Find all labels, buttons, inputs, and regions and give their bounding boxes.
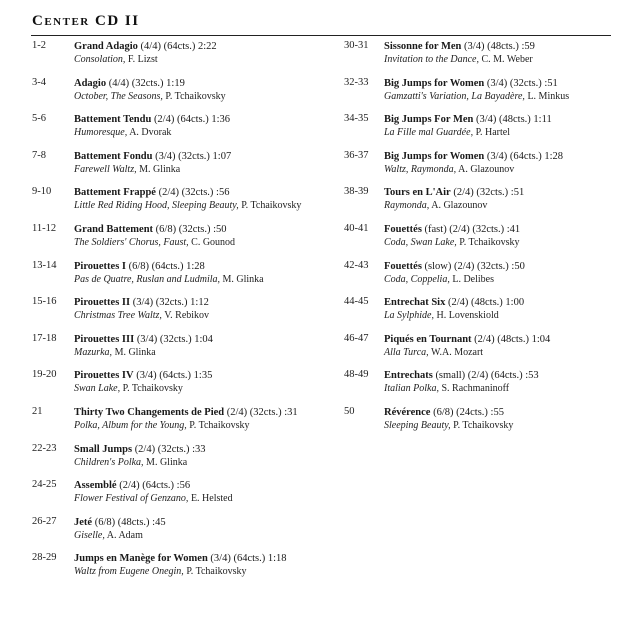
track-composer: P. Tchaikovsky xyxy=(165,90,226,102)
track-composer: L. Delibes xyxy=(452,273,494,285)
track-title-line xyxy=(384,77,569,90)
track-details: (small) (2/4) (64cts.) :53 xyxy=(435,370,539,382)
track-composer: A. Adam xyxy=(106,529,143,541)
track-composer: C. M. Weber xyxy=(481,54,533,65)
track-title-line xyxy=(384,406,513,419)
track-music-line xyxy=(384,199,524,212)
track-title: Pirouettes IV xyxy=(74,370,134,382)
track-details: (2/4) (48cts.) 1:04 xyxy=(474,333,551,345)
track-info xyxy=(74,296,209,322)
track-music-line xyxy=(74,346,213,359)
track-title: Jumps en Manège for Women xyxy=(74,553,208,565)
track-title: Fouettés xyxy=(384,223,422,235)
track-piece: Farewell Waltz, xyxy=(74,163,137,175)
track-details: (3/4) (32cts.) :51 xyxy=(486,77,558,89)
track-number: 11-12 xyxy=(32,222,57,234)
track-title: Grand Battement xyxy=(74,223,154,235)
track-details: (2/4) (64cts.) 1:36 xyxy=(153,114,231,126)
track-title: Battement Fondu xyxy=(74,150,153,162)
track-music-line xyxy=(384,382,539,395)
track-number: 5-6 xyxy=(32,113,46,125)
track-details: (3/4) (48cts.) :59 xyxy=(464,41,535,52)
track-title-line xyxy=(74,443,206,456)
track-number: 21 xyxy=(32,405,43,417)
track-info xyxy=(384,186,524,212)
track-composer: P. Tchaikovsky xyxy=(453,419,514,431)
track-piece: Coda, Swan Lake, xyxy=(384,236,457,248)
track-title-line xyxy=(74,150,231,163)
track-music-line xyxy=(384,419,513,432)
track-title: Adagio xyxy=(74,77,107,89)
track-title: Entrechats xyxy=(384,370,433,382)
track-piece: Waltz from Eugene Onegin, xyxy=(74,566,184,578)
track-item xyxy=(32,150,332,187)
track-piece: Giselle, xyxy=(74,529,105,541)
track-title-line xyxy=(384,150,563,163)
track-music-line xyxy=(384,126,552,139)
track-number: 7-8 xyxy=(32,149,46,161)
track-composer: W.A. Mozart xyxy=(430,346,484,358)
track-details: (6/8) (64cts.) 1:28 xyxy=(128,260,205,272)
track-composer: S. Rachmaninoff xyxy=(441,383,510,395)
track-item xyxy=(32,186,332,223)
track-number: 17-18 xyxy=(32,332,57,344)
track-item xyxy=(32,406,332,443)
track-number: 34-35 xyxy=(344,113,369,125)
track-piece: Alla Turca, xyxy=(384,346,429,358)
track-title-line xyxy=(74,479,233,492)
track-piece: The Soldiers' Chorus, Faust, xyxy=(74,236,189,248)
track-details: (3/4) (32cts.) 1:04 xyxy=(136,333,213,345)
track-title: Piqués en Tournant xyxy=(384,333,472,345)
track-number: 1-2 xyxy=(32,40,46,51)
track-details: (6/8) (48cts.) :45 xyxy=(94,516,166,528)
track-music-line xyxy=(74,419,298,432)
track-list-left xyxy=(32,40,332,589)
track-item xyxy=(32,443,332,480)
track-details: (3/4) (32cts.) 1:12 xyxy=(132,297,209,309)
track-info xyxy=(74,260,264,286)
track-piece: Children's Polka, xyxy=(74,456,144,468)
track-number: 44-45 xyxy=(344,296,369,308)
track-composer: M. Glinka xyxy=(146,456,188,468)
track-music-line xyxy=(74,163,231,176)
track-piece: Pas de Quatre, Ruslan and Ludmila, xyxy=(74,273,221,285)
track-title-line xyxy=(74,186,301,199)
track-music-line xyxy=(384,236,520,249)
track-music-line xyxy=(74,53,217,66)
track-title-line xyxy=(74,406,298,419)
track-music-line xyxy=(74,492,233,505)
track-details: (2/4) (32cts.) :33 xyxy=(134,443,206,455)
track-title: Pirouettes II xyxy=(74,297,131,309)
track-music-line xyxy=(74,529,166,542)
track-item xyxy=(32,223,332,260)
track-title-line xyxy=(74,260,264,273)
track-composer: P. Tchaikovsky xyxy=(122,383,183,395)
track-details: (3/4) (32cts.) 1:07 xyxy=(155,150,232,162)
track-item xyxy=(344,186,614,223)
track-item xyxy=(32,479,332,516)
track-piece: La Fille mal Guardée, xyxy=(384,127,474,139)
track-music-line xyxy=(74,382,212,395)
track-details: (6/8) (24cts.) :55 xyxy=(433,406,504,418)
track-title-line xyxy=(384,223,520,236)
track-details: (4/4) (32cts.) 1:19 xyxy=(108,77,185,89)
track-info xyxy=(74,333,213,359)
track-title-line xyxy=(384,113,552,126)
track-info xyxy=(384,296,524,322)
track-composer: P. Tchaikovsky xyxy=(189,419,250,431)
track-number: 24-25 xyxy=(32,479,57,491)
track-item xyxy=(32,369,332,406)
track-title: Tours en L'Air xyxy=(384,187,451,199)
track-title: Big Jumps for Women xyxy=(384,77,485,89)
track-composer: P. Hartel xyxy=(475,127,511,139)
track-music-line xyxy=(74,273,264,286)
track-number: 9-10 xyxy=(32,186,52,198)
track-details: (2/4) (48cts.) 1:00 xyxy=(447,297,525,309)
track-info xyxy=(74,406,298,432)
track-music-line xyxy=(384,346,550,359)
track-info xyxy=(74,369,212,395)
track-number: 40-41 xyxy=(344,222,369,234)
track-details: (2/4) (32cts.) :31 xyxy=(226,406,298,418)
track-music-line xyxy=(384,309,524,322)
track-composer: M. Glinka xyxy=(222,273,264,285)
track-item xyxy=(344,296,614,333)
track-number: 19-20 xyxy=(32,369,57,381)
track-piece: Consolation, xyxy=(74,54,126,65)
track-item xyxy=(344,40,614,77)
track-details: (fast) (2/4) (32cts.) :41 xyxy=(424,223,521,235)
track-title: Assemblé xyxy=(74,480,117,492)
track-title-line xyxy=(74,369,212,382)
track-info xyxy=(74,552,287,578)
track-number: 50 xyxy=(344,405,355,417)
track-title: Sissonne for Men xyxy=(384,41,462,52)
track-music-line xyxy=(74,456,206,469)
track-title-line xyxy=(74,296,209,309)
track-composer: A. Glazounov xyxy=(431,200,488,212)
track-title-line xyxy=(74,77,226,90)
track-title-line xyxy=(384,296,524,309)
track-title-line xyxy=(384,369,539,382)
track-music-line xyxy=(384,53,535,66)
track-title: Pirouettes III xyxy=(74,333,135,345)
track-piece: Mazurka, xyxy=(74,346,113,358)
track-music-line xyxy=(74,309,209,322)
track-details: (slow) (2/4) (32cts.) :50 xyxy=(424,260,525,272)
track-info xyxy=(74,186,301,212)
track-title: Fouettés xyxy=(384,260,422,272)
track-item xyxy=(344,77,614,114)
track-item xyxy=(32,333,332,370)
track-piece: Christmas Tree Waltz, xyxy=(74,310,162,322)
track-item xyxy=(32,113,332,150)
track-piece: Humoresque, xyxy=(74,127,128,139)
track-info xyxy=(384,333,550,359)
track-piece: Coda, Coppelia, xyxy=(384,273,450,285)
track-number: 26-27 xyxy=(32,515,57,527)
track-music-line xyxy=(384,90,569,103)
track-title-line xyxy=(74,516,166,529)
track-composer: E. Helsted xyxy=(190,493,233,505)
track-number: 36-37 xyxy=(344,149,369,161)
track-item xyxy=(32,40,332,77)
track-title-line xyxy=(74,223,235,236)
track-info xyxy=(74,150,231,176)
track-details: (3/4) (64cts.) 1:18 xyxy=(210,553,287,565)
track-item xyxy=(344,223,614,260)
track-number: 15-16 xyxy=(32,296,57,308)
track-details: (3/4) (64cts.) 1:28 xyxy=(486,150,564,162)
track-item xyxy=(344,333,614,370)
track-details: (3/4) (64cts.) 1:35 xyxy=(136,370,213,382)
track-info xyxy=(74,40,217,66)
track-number: 42-43 xyxy=(344,259,369,271)
header-rule xyxy=(31,35,611,36)
track-title-line xyxy=(74,552,287,565)
track-title-line xyxy=(384,186,524,199)
track-info xyxy=(74,77,226,103)
track-title: Big Jumps For Men xyxy=(384,114,474,126)
track-title: Battement Tendu xyxy=(74,114,152,126)
track-info xyxy=(74,113,230,139)
track-item xyxy=(344,260,614,297)
track-item xyxy=(344,150,614,187)
track-piece: Polka, Album for the Young, xyxy=(74,419,187,431)
page-title: Center CD II xyxy=(32,13,140,29)
track-number: 46-47 xyxy=(344,332,369,344)
track-details: (3/4) (48cts.) 1:11 xyxy=(475,114,552,126)
track-music-line xyxy=(384,163,563,176)
track-music-line xyxy=(74,199,301,212)
track-title: Pirouettes I xyxy=(74,260,127,272)
track-composer: V. Rebikov xyxy=(164,310,210,322)
track-number: 30-31 xyxy=(344,40,369,51)
track-composer: L. Minkus xyxy=(527,90,570,102)
track-list-right xyxy=(344,40,614,443)
track-number: 22-23 xyxy=(32,442,57,454)
track-number: 38-39 xyxy=(344,186,369,198)
track-composer: P. Tchaikovsky xyxy=(459,236,520,248)
track-title: Thirty Two Changements de Pied xyxy=(74,406,225,418)
track-title: Jeté xyxy=(74,516,93,528)
track-music-line xyxy=(74,90,226,103)
track-composer: A. Glazounov xyxy=(458,163,515,175)
track-piece: Little Red Riding Hood, Sleeping Beauty, xyxy=(74,200,239,212)
track-title-line xyxy=(74,40,217,53)
track-composer: C. Gounod xyxy=(191,236,236,248)
track-title: Révérence xyxy=(384,406,431,418)
track-item xyxy=(344,113,614,150)
track-composer: F. Lizst xyxy=(127,54,158,65)
track-item xyxy=(344,406,614,443)
track-title: Battement Frappé xyxy=(74,187,156,199)
track-info xyxy=(384,77,569,103)
track-title-line xyxy=(384,40,535,53)
track-composer: A. Dvorak xyxy=(129,127,172,139)
track-composer: P. Tchaikovsky xyxy=(186,566,247,578)
track-piece: Invitation to the Dance, xyxy=(384,54,479,65)
track-composer: M. Glinka xyxy=(139,163,181,175)
track-info xyxy=(74,223,235,249)
track-number: 3-4 xyxy=(32,76,46,88)
track-piece: Sleeping Beauty, xyxy=(384,419,451,431)
track-title: Entrechat Six xyxy=(384,297,446,309)
track-info xyxy=(384,369,539,395)
track-info xyxy=(384,260,525,286)
track-item xyxy=(32,77,332,114)
track-info xyxy=(74,479,233,505)
track-details: (2/4) (32cts.) :51 xyxy=(453,187,525,199)
track-piece: Flower Festival of Genzano, xyxy=(74,493,189,505)
track-composer: H. Lovenskiold xyxy=(436,310,499,322)
track-title: Grand Adagio xyxy=(74,41,138,52)
track-info xyxy=(384,40,535,66)
track-music-line xyxy=(74,126,230,139)
track-title: Small Jumps xyxy=(74,443,133,455)
track-info xyxy=(384,113,552,139)
track-info xyxy=(74,516,166,542)
track-piece: Waltz, Raymonda, xyxy=(384,163,457,175)
track-item xyxy=(32,552,332,589)
track-title-line xyxy=(74,113,230,126)
track-title-line xyxy=(384,260,525,273)
track-title: Big Jumps for Women xyxy=(384,150,485,162)
track-details: (4/4) (64cts.) 2:22 xyxy=(140,41,217,52)
track-details: (2/4) (32cts.) :56 xyxy=(158,187,230,199)
track-piece: October, The Seasons, xyxy=(74,90,163,102)
track-details: (6/8) (32cts.) :50 xyxy=(155,223,227,235)
track-item xyxy=(32,296,332,333)
track-info xyxy=(384,150,563,176)
track-number: 28-29 xyxy=(32,552,57,564)
track-composer: P. Tchaikovsky xyxy=(241,200,302,212)
track-music-line xyxy=(74,236,235,249)
track-details: (2/4) (64cts.) :56 xyxy=(119,480,191,492)
track-item xyxy=(344,369,614,406)
track-piece: Swan Lake, xyxy=(74,383,121,395)
track-piece: Gamzatti's Variation, La Bayadère, xyxy=(384,90,525,102)
track-number: 48-49 xyxy=(344,369,369,381)
track-title-line xyxy=(74,333,213,346)
track-piece: Italian Polka, xyxy=(384,383,439,395)
track-music-line xyxy=(384,273,525,286)
track-title-line xyxy=(384,333,550,346)
track-number: 13-14 xyxy=(32,259,57,271)
track-number: 32-33 xyxy=(344,76,369,88)
track-info xyxy=(74,443,206,469)
track-item xyxy=(32,260,332,297)
track-music-line xyxy=(74,565,287,578)
track-piece: La Sylphide, xyxy=(384,310,434,322)
track-piece: Raymonda, xyxy=(384,200,430,212)
track-item xyxy=(32,516,332,553)
track-info xyxy=(384,223,520,249)
track-info xyxy=(384,406,513,432)
track-composer: M. Glinka xyxy=(114,346,156,358)
